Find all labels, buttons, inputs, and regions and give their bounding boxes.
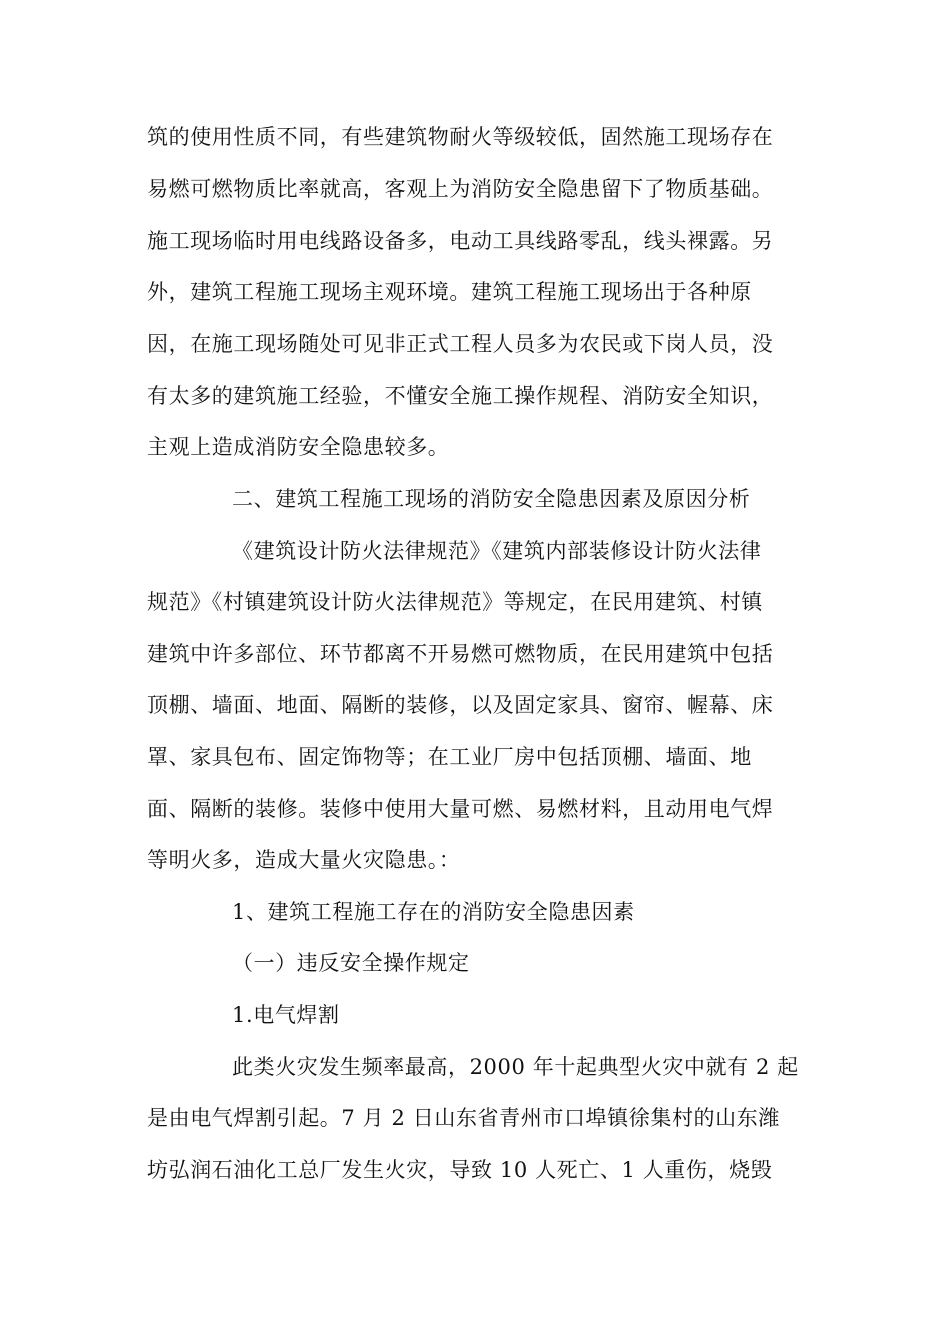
paragraph-line-2: 易燃可燃物质比率就高，客观上为消防安全隐患留下了物质基础。 xyxy=(147,177,774,201)
paragraph-line-19: 此类火灾发生频率最高，2000 年十起典型火灾中就有 2 起 xyxy=(232,1055,799,1079)
paragraph-line-13: 罩、家具包布、固定饰物等；在工业厂房中包括顶棚、墙面、地 xyxy=(147,745,752,769)
paragraph-line-1: 筑的使用性质不同，有些建筑物耐火等级较低，固然施工现场存在 xyxy=(147,125,774,149)
paragraph-line-6: 有太多的建筑施工经验，不懂安全施工操作规程、消防安全知识， xyxy=(147,384,774,408)
paragraph-line-12: 顶棚、墙面、地面、隔断的装修，以及固定家具、窗帘、幄幕、床 xyxy=(147,693,774,717)
paragraph-line-4: 外，建筑工程施工现场主观环境。建筑工程施工现场出于各种原 xyxy=(147,280,752,304)
paragraph-line-9: 《建筑设计防火法律规范》《建筑内部装修设计防火法律 xyxy=(232,539,762,563)
paragraph-line-20: 是由电气焊割引起。7 月 2 日山东省青州市口埠镇徐集村的山东潍 xyxy=(147,1106,780,1130)
paragraph-line-11: 建筑中许多部位、环节都离不开易燃可燃物质，在民用建筑中包括 xyxy=(147,642,774,666)
paragraph-line-21: 坊弘润石油化工总厂发生火灾，导致 10 人死亡、1 人重伤，烧毁 xyxy=(147,1158,773,1182)
paragraph-line-5: 因，在施工现场随处可见非正式工程人员多为农民或下岗人员，没 xyxy=(147,332,774,356)
paragraph-line-3: 施工现场临时用电线路设备多，电动工具线路零乱，线头裸露。另 xyxy=(147,229,774,253)
paragraph-line-14: 面、隔断的装修。装修中使用大量可燃、易燃材料，且动用电气焊 xyxy=(147,797,774,821)
paragraph-line-15: 等明火多，造成大量火灾隐患。： xyxy=(147,848,461,872)
item-heading: 1.电气焊割 xyxy=(232,1003,340,1027)
subsubsection-heading: （一）违反安全操作规定 xyxy=(232,951,470,975)
subsection-heading: 1、建筑工程施工存在的消防安全隐患因素 xyxy=(232,900,635,924)
paragraph-line-7: 主观上造成消防安全隐患较多。 xyxy=(147,435,450,459)
paragraph-line-10: 规范》《村镇建筑设计防火法律规范》等规定，在民用建筑、村镇 xyxy=(147,590,763,614)
section-heading: 二、建筑工程施工现场的消防安全隐患因素及原因分析 xyxy=(232,487,751,511)
